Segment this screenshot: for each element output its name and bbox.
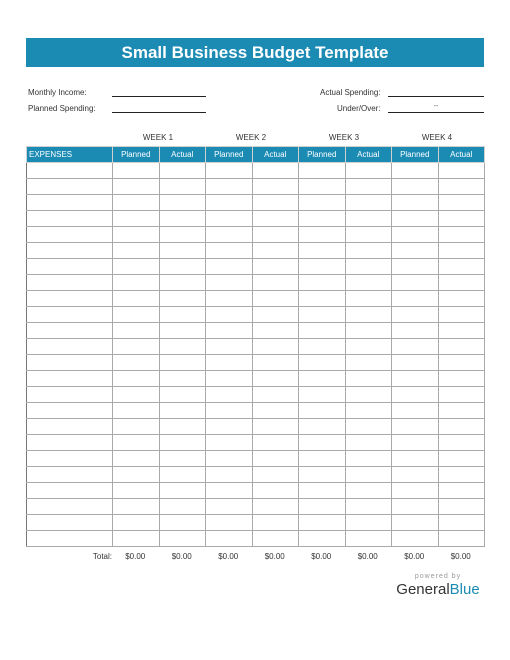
brand-logo <box>388 573 488 598</box>
expense-name-cell[interactable] <box>27 243 113 259</box>
planned-header: Planned <box>299 147 346 163</box>
planned-spending-field[interactable] <box>112 112 206 113</box>
expense-name-cell[interactable] <box>27 275 113 291</box>
table-row <box>27 275 485 291</box>
planned-cell[interactable] <box>299 227 346 243</box>
expense-name-cell[interactable] <box>27 403 113 419</box>
actual-cell[interactable] <box>159 371 206 387</box>
planned-cell[interactable] <box>206 451 253 467</box>
actual-cell[interactable] <box>159 483 206 499</box>
brand-name-blue: Blue <box>449 581 480 598</box>
planned-header: Planned <box>206 147 253 163</box>
table-row <box>27 387 485 403</box>
monthly-income-label: Monthly Income: <box>28 88 87 97</box>
table-row <box>27 371 485 387</box>
powered-by-text: powered by <box>414 573 462 580</box>
table-row <box>27 259 485 275</box>
planned-cell[interactable] <box>113 483 160 499</box>
table-row <box>27 211 485 227</box>
table-row <box>27 307 485 323</box>
brand-name-general: General <box>396 581 450 598</box>
planned-cell[interactable] <box>206 339 253 355</box>
actual-cell[interactable] <box>159 291 206 307</box>
actual-cell[interactable] <box>345 291 392 307</box>
actual-cell[interactable] <box>438 323 485 339</box>
week-label: WEEK 3 <box>328 133 360 142</box>
expense-name-cell[interactable] <box>27 483 113 499</box>
actual-cell[interactable] <box>345 371 392 387</box>
planned-cell[interactable] <box>206 499 253 515</box>
table-row <box>27 179 485 195</box>
total-value: $0.00 <box>311 552 332 561</box>
actual-cell[interactable] <box>438 195 485 211</box>
planned-cell[interactable] <box>299 275 346 291</box>
actual-cell[interactable] <box>159 355 206 371</box>
planned-cell[interactable] <box>392 179 439 195</box>
planned-cell[interactable] <box>206 371 253 387</box>
week-label: WEEK 2 <box>235 133 267 142</box>
actual-cell[interactable] <box>345 195 392 211</box>
expense-name-cell[interactable] <box>27 227 113 243</box>
planned-cell[interactable] <box>206 403 253 419</box>
actual-cell[interactable] <box>438 355 485 371</box>
actual-cell[interactable] <box>252 467 299 483</box>
monthly-income-field[interactable] <box>112 96 206 97</box>
actual-cell[interactable] <box>438 403 485 419</box>
actual-cell[interactable] <box>159 531 206 547</box>
actual-cell[interactable] <box>438 291 485 307</box>
actual-cell[interactable] <box>252 211 299 227</box>
actual-cell[interactable] <box>345 211 392 227</box>
actual-cell[interactable] <box>438 259 485 275</box>
actual-cell[interactable] <box>252 339 299 355</box>
actual-cell[interactable] <box>252 355 299 371</box>
actual-cell[interactable] <box>252 531 299 547</box>
planned-cell[interactable] <box>392 355 439 371</box>
planned-cell[interactable] <box>299 483 346 499</box>
planned-cell[interactable] <box>206 355 253 371</box>
actual-cell[interactable] <box>438 435 485 451</box>
actual-cell[interactable] <box>252 387 299 403</box>
actual-cell[interactable] <box>345 179 392 195</box>
table-row <box>27 419 485 435</box>
budget-table <box>26 146 485 547</box>
planned-cell[interactable] <box>299 371 346 387</box>
under-over-label: Under/Over: <box>337 104 381 113</box>
total-value: $0.00 <box>125 552 146 561</box>
planned-cell[interactable] <box>392 211 439 227</box>
actual-cell[interactable] <box>159 419 206 435</box>
planned-cell[interactable] <box>206 307 253 323</box>
planned-cell[interactable] <box>392 163 439 179</box>
budget-table-body <box>27 163 485 547</box>
planned-cell[interactable] <box>113 291 160 307</box>
planned-cell[interactable] <box>206 243 253 259</box>
planned-cell[interactable] <box>206 179 253 195</box>
actual-cell[interactable] <box>345 243 392 259</box>
actual-cell[interactable] <box>159 243 206 259</box>
planned-cell[interactable] <box>113 259 160 275</box>
expense-name-cell[interactable] <box>27 499 113 515</box>
expense-name-cell[interactable] <box>27 307 113 323</box>
planned-cell[interactable] <box>392 195 439 211</box>
actual-cell[interactable] <box>252 499 299 515</box>
planned-cell[interactable] <box>392 227 439 243</box>
actual-cell[interactable] <box>438 307 485 323</box>
total-value: $0.00 <box>450 552 471 561</box>
table-row <box>27 339 485 355</box>
actual-header: Actual <box>252 147 299 163</box>
planned-cell[interactable] <box>206 387 253 403</box>
table-row <box>27 435 485 451</box>
table-row <box>27 195 485 211</box>
total-value: $0.00 <box>357 552 378 561</box>
planned-cell[interactable] <box>299 451 346 467</box>
planned-cell[interactable] <box>113 339 160 355</box>
actual-cell[interactable] <box>345 403 392 419</box>
summary-section <box>0 0 510 120</box>
expense-name-cell[interactable] <box>27 179 113 195</box>
actual-cell[interactable] <box>345 355 392 371</box>
expense-name-cell[interactable] <box>27 163 113 179</box>
actual-cell[interactable] <box>438 179 485 195</box>
planned-cell[interactable] <box>392 515 439 531</box>
actual-cell[interactable] <box>438 339 485 355</box>
actual-header: Actual <box>159 147 206 163</box>
planned-cell[interactable] <box>113 515 160 531</box>
actual-cell[interactable] <box>159 515 206 531</box>
actual-cell[interactable] <box>159 179 206 195</box>
actual-cell[interactable] <box>345 163 392 179</box>
total-label: Total: <box>92 552 112 561</box>
expense-name-cell[interactable] <box>27 291 113 307</box>
expense-name-cell[interactable] <box>27 323 113 339</box>
planned-cell[interactable] <box>299 355 346 371</box>
actual-cell[interactable] <box>345 499 392 515</box>
expense-name-cell[interactable] <box>27 211 113 227</box>
planned-cell[interactable] <box>392 243 439 259</box>
planned-cell[interactable] <box>392 387 439 403</box>
actual-cell[interactable] <box>252 259 299 275</box>
actual-cell[interactable] <box>345 451 392 467</box>
table-row <box>27 227 485 243</box>
actual-cell[interactable] <box>159 339 206 355</box>
planned-cell[interactable] <box>392 323 439 339</box>
expense-name-cell[interactable] <box>27 259 113 275</box>
planned-cell[interactable] <box>299 467 346 483</box>
actual-cell[interactable] <box>252 195 299 211</box>
actual-cell[interactable] <box>159 227 206 243</box>
planned-cell[interactable] <box>113 307 160 323</box>
table-row <box>27 531 485 547</box>
week-label: WEEK 4 <box>421 133 453 142</box>
planned-cell[interactable] <box>113 387 160 403</box>
planned-cell[interactable] <box>113 419 160 435</box>
totals-row <box>26 552 484 564</box>
actual-cell[interactable] <box>159 451 206 467</box>
actual-cell[interactable] <box>252 483 299 499</box>
actual-header: Actual <box>438 147 485 163</box>
actual-cell[interactable] <box>438 483 485 499</box>
expenses-header: EXPENSES <box>27 147 113 163</box>
actual-header: Actual <box>345 147 392 163</box>
planned-cell[interactable] <box>392 275 439 291</box>
actual-cell[interactable] <box>252 243 299 259</box>
planned-cell[interactable] <box>113 323 160 339</box>
planned-cell[interactable] <box>206 195 253 211</box>
planned-cell[interactable] <box>299 211 346 227</box>
planned-cell[interactable] <box>206 163 253 179</box>
planned-cell[interactable] <box>392 531 439 547</box>
actual-cell[interactable] <box>345 387 392 403</box>
actual-cell[interactable] <box>345 419 392 435</box>
actual-cell[interactable] <box>345 227 392 243</box>
actual-cell[interactable] <box>159 163 206 179</box>
planned-cell[interactable] <box>206 467 253 483</box>
planned-cell[interactable] <box>206 275 253 291</box>
planned-cell[interactable] <box>113 163 160 179</box>
actual-cell[interactable] <box>159 307 206 323</box>
table-row <box>27 243 485 259</box>
actual-cell[interactable] <box>345 531 392 547</box>
actual-spending-field[interactable] <box>388 96 484 97</box>
actual-cell[interactable] <box>345 307 392 323</box>
planned-cell[interactable] <box>113 451 160 467</box>
planned-cell[interactable] <box>392 499 439 515</box>
expense-name-cell[interactable] <box>27 515 113 531</box>
actual-cell[interactable] <box>345 339 392 355</box>
under-over-field[interactable] <box>388 112 484 113</box>
planned-cell[interactable] <box>206 227 253 243</box>
actual-cell[interactable] <box>252 403 299 419</box>
planned-cell[interactable] <box>113 243 160 259</box>
table-row <box>27 483 485 499</box>
expense-name-cell[interactable] <box>27 371 113 387</box>
planned-cell[interactable] <box>392 339 439 355</box>
planned-cell[interactable] <box>299 259 346 275</box>
actual-cell[interactable] <box>438 387 485 403</box>
actual-cell[interactable] <box>252 435 299 451</box>
planned-header: Planned <box>113 147 160 163</box>
planned-cell[interactable] <box>392 291 439 307</box>
table-row <box>27 403 485 419</box>
planned-cell[interactable] <box>299 531 346 547</box>
actual-cell[interactable] <box>159 275 206 291</box>
table-row <box>27 515 485 531</box>
table-row <box>27 323 485 339</box>
actual-cell[interactable] <box>438 467 485 483</box>
table-row <box>27 355 485 371</box>
planned-cell[interactable] <box>113 195 160 211</box>
actual-cell[interactable] <box>345 515 392 531</box>
planned-cell[interactable] <box>392 483 439 499</box>
actual-cell[interactable] <box>438 451 485 467</box>
planned-cell[interactable] <box>113 499 160 515</box>
table-row <box>27 499 485 515</box>
planned-cell[interactable] <box>206 419 253 435</box>
actual-cell[interactable] <box>159 435 206 451</box>
planned-cell[interactable] <box>206 323 253 339</box>
under-over-value: -- <box>433 103 439 110</box>
planned-cell[interactable] <box>299 403 346 419</box>
planned-cell[interactable] <box>113 355 160 371</box>
table-row <box>27 451 485 467</box>
total-value: $0.00 <box>171 552 192 561</box>
actual-cell[interactable] <box>252 163 299 179</box>
actual-cell[interactable] <box>438 531 485 547</box>
actual-cell[interactable] <box>252 419 299 435</box>
planned-cell[interactable] <box>113 275 160 291</box>
actual-cell[interactable] <box>345 467 392 483</box>
expense-name-cell[interactable] <box>27 339 113 355</box>
week-label: WEEK 1 <box>142 133 174 142</box>
planned-cell[interactable] <box>392 451 439 467</box>
actual-cell[interactable] <box>345 323 392 339</box>
planned-cell[interactable] <box>206 291 253 307</box>
actual-cell[interactable] <box>159 195 206 211</box>
actual-cell[interactable] <box>252 275 299 291</box>
planned-cell[interactable] <box>392 403 439 419</box>
expense-name-cell[interactable] <box>27 467 113 483</box>
planned-cell[interactable] <box>392 467 439 483</box>
actual-cell[interactable] <box>159 467 206 483</box>
actual-cell[interactable] <box>438 371 485 387</box>
table-row <box>27 163 485 179</box>
planned-cell[interactable] <box>299 419 346 435</box>
planned-cell[interactable] <box>113 403 160 419</box>
actual-cell[interactable] <box>252 291 299 307</box>
expense-name-cell[interactable] <box>27 355 113 371</box>
planned-cell[interactable] <box>299 323 346 339</box>
planned-cell[interactable] <box>299 339 346 355</box>
expense-name-cell[interactable] <box>27 387 113 403</box>
planned-cell[interactable] <box>392 307 439 323</box>
actual-cell[interactable] <box>438 243 485 259</box>
actual-cell[interactable] <box>438 227 485 243</box>
planned-cell[interactable] <box>113 179 160 195</box>
brand-name <box>388 581 488 598</box>
actual-cell[interactable] <box>252 179 299 195</box>
planned-cell[interactable] <box>206 259 253 275</box>
actual-cell[interactable] <box>252 307 299 323</box>
actual-cell[interactable] <box>438 211 485 227</box>
table-row <box>27 291 485 307</box>
planned-cell[interactable] <box>206 211 253 227</box>
planned-cell[interactable] <box>299 307 346 323</box>
planned-cell[interactable] <box>299 515 346 531</box>
planned-cell[interactable] <box>299 163 346 179</box>
actual-spending-label: Actual Spending: <box>320 88 381 97</box>
actual-cell[interactable] <box>438 163 485 179</box>
planned-cell[interactable] <box>299 179 346 195</box>
planned-cell[interactable] <box>299 291 346 307</box>
actual-cell[interactable] <box>438 419 485 435</box>
planned-spending-label: Planned Spending: <box>28 104 96 113</box>
planned-cell[interactable] <box>392 435 439 451</box>
total-value: $0.00 <box>218 552 239 561</box>
actual-cell[interactable] <box>252 323 299 339</box>
actual-cell[interactable] <box>345 259 392 275</box>
actual-cell[interactable] <box>159 403 206 419</box>
planned-cell[interactable] <box>113 371 160 387</box>
planned-cell[interactable] <box>113 531 160 547</box>
expense-name-cell[interactable] <box>27 531 113 547</box>
table-header-row <box>27 147 485 163</box>
planned-cell[interactable] <box>392 419 439 435</box>
actual-cell[interactable] <box>159 259 206 275</box>
planned-cell[interactable] <box>299 387 346 403</box>
planned-cell[interactable] <box>113 435 160 451</box>
expense-name-cell[interactable] <box>27 435 113 451</box>
planned-cell[interactable] <box>113 467 160 483</box>
actual-cell[interactable] <box>345 275 392 291</box>
actual-cell[interactable] <box>438 499 485 515</box>
total-value: $0.00 <box>264 552 285 561</box>
planned-cell[interactable] <box>392 259 439 275</box>
planned-cell[interactable] <box>392 371 439 387</box>
actual-cell[interactable] <box>252 371 299 387</box>
actual-cell[interactable] <box>159 387 206 403</box>
actual-cell[interactable] <box>345 483 392 499</box>
expense-name-cell[interactable] <box>27 195 113 211</box>
planned-cell[interactable] <box>206 515 253 531</box>
planned-cell[interactable] <box>299 195 346 211</box>
actual-cell[interactable] <box>159 211 206 227</box>
expense-name-cell[interactable] <box>27 451 113 467</box>
planned-cell[interactable] <box>206 435 253 451</box>
planned-cell[interactable] <box>206 531 253 547</box>
actual-cell[interactable] <box>345 435 392 451</box>
planned-cell[interactable] <box>299 435 346 451</box>
actual-cell[interactable] <box>252 227 299 243</box>
actual-cell[interactable] <box>438 275 485 291</box>
page-title: Small Business Budget Template <box>26 38 484 67</box>
planned-cell[interactable] <box>299 243 346 259</box>
total-value: $0.00 <box>404 552 425 561</box>
planned-cell[interactable] <box>299 499 346 515</box>
actual-cell[interactable] <box>252 451 299 467</box>
actual-cell[interactable] <box>159 499 206 515</box>
expense-name-cell[interactable] <box>27 419 113 435</box>
planned-cell[interactable] <box>113 227 160 243</box>
actual-cell[interactable] <box>252 515 299 531</box>
actual-cell[interactable] <box>438 515 485 531</box>
actual-cell[interactable] <box>159 323 206 339</box>
planned-cell[interactable] <box>113 211 160 227</box>
planned-cell[interactable] <box>206 483 253 499</box>
week-labels <box>26 133 484 145</box>
table-row <box>27 467 485 483</box>
planned-header: Planned <box>392 147 439 163</box>
